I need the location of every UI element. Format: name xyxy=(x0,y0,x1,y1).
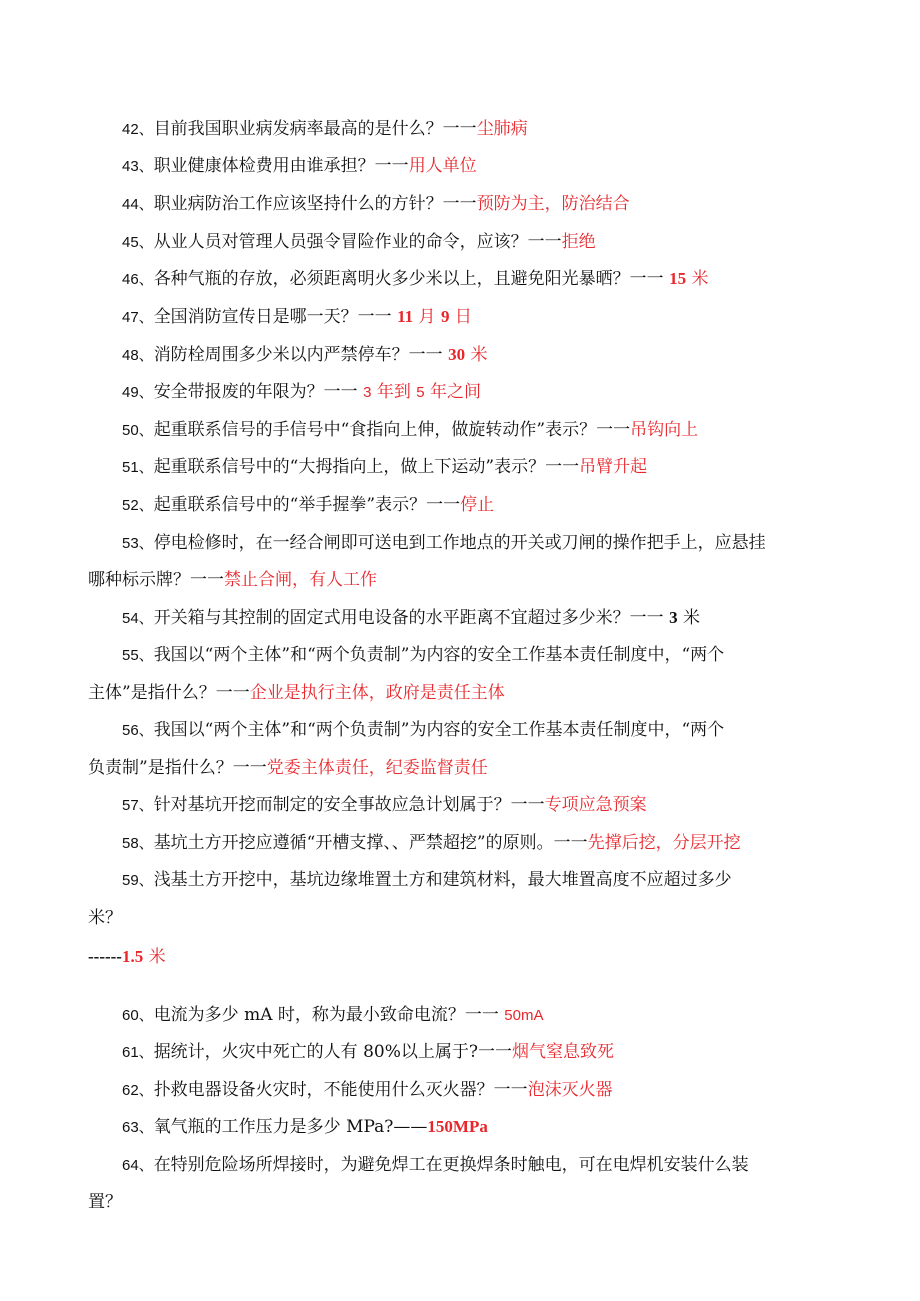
question-46: 46、各种气瓶的存放，必须距离明火多少米以上，且避免阳光暴晒？一一 15 米 xyxy=(122,269,709,289)
answer-unit: 米 xyxy=(677,608,700,628)
answer-unit: 米 xyxy=(143,947,166,967)
answer: 党委主体责任，纪委监督责任 xyxy=(266,758,488,778)
answer: 预防为主，防治结合 xyxy=(476,194,630,214)
answer-unit: 米 xyxy=(465,345,488,365)
question-52: 52、起重联系信号中的“举手握拳”表示？一一停止 xyxy=(122,495,495,515)
question-55: 55、我国以“两个主体”和“两个负责制”为内容的安全工作基本责任制度中，“两个 xyxy=(122,645,725,665)
answer-unit-2: 年之间 xyxy=(424,382,481,402)
answer-number: 3 xyxy=(669,608,678,627)
question-64: 64、在特别危险场所焊接时，为避免焊工在更换焊条时触电，可在电焊机安装什么装 xyxy=(122,1155,749,1175)
question-59-answer xyxy=(88,942,166,967)
question-62: 62、扑救电器设备火灾时，不能使用什么灭火器？一一泡沫灭火器 xyxy=(122,1080,613,1100)
question-58: 58、基坑土方开挖应遵循“开槽支撑、、严禁超挖”的原则。一一先撑后挖，分层开挖 xyxy=(122,833,741,853)
answer-unit-2: 日 xyxy=(449,307,472,327)
answer-number-2: 9 xyxy=(440,307,450,326)
answer-unit: 月 xyxy=(413,307,441,327)
question-48: 48、消防栓周围多少米以内严禁停车？一一 30 米 xyxy=(122,345,488,365)
answer: 专项应急预案 xyxy=(544,795,647,815)
question-60: 60、电流为多少 mA 时，称为最小致命电流？一一 50mA xyxy=(122,1005,544,1025)
answer: 烟气窒息致死 xyxy=(512,1042,614,1062)
question-50: 50、起重联系信号的手信号中“食指向上伸，做旋转动作”表示？一一吊钩向上 xyxy=(122,420,699,440)
question-59-continued: 米？ xyxy=(88,908,122,928)
question-47: 47、全国消防宣传日是哪一天？一一 11 月 9 日 xyxy=(122,307,472,327)
question-51: 51、起重联系信号中的“大拇指向上，做上下运动”表示？一一吊臂升起 xyxy=(122,457,648,477)
answer: 用人单位 xyxy=(408,156,477,176)
question-57: 57、针对基坑开挖而制定的安全事故应急计划属于？一一专项应急预案 xyxy=(122,795,647,815)
answer: 拒绝 xyxy=(561,232,596,252)
answer: 吊臂升起 xyxy=(579,457,648,477)
answer: 尘肺病 xyxy=(476,119,528,139)
answer-number: 11 xyxy=(397,307,414,326)
question-56-continued: 负责制”是指什么？一一党委主体责任，纪委监督责任 xyxy=(88,758,488,778)
question-59: 59、浅基土方开挖中，基坑边缘堆置土方和建筑材料，最大堆置高度不应超过多少 xyxy=(122,870,732,890)
question-49: 49、安全带报废的年限为？一一 3 年到 5 年之间 xyxy=(122,382,481,402)
answer: 停止 xyxy=(460,495,495,515)
answer: 禁止合闸，有人工作 xyxy=(224,570,377,590)
answer-number-2: 5 xyxy=(416,384,425,401)
answer-number: 15 xyxy=(669,269,687,288)
question-53-continued: 哪种标示牌？一一禁止合闸，有人工作 xyxy=(88,570,377,590)
question-53: 53、停电检修时，在一经合闸即可送电到工作地点的开关或刀闸的操作把手上，应悬挂 xyxy=(122,533,766,553)
question-63: 63、氧气瓶的工作压力是多少 MPa?——150MPa xyxy=(122,1117,488,1137)
answer: 先撑后挖，分层开挖 xyxy=(587,833,741,853)
answer: 泡沫灭火器 xyxy=(527,1080,613,1100)
question-55-continued: 主体”是指什么？一一企业是执行主体，政府是责任主体 xyxy=(88,683,505,703)
answer-number: 1.5 xyxy=(121,947,144,966)
answer-number: 30 xyxy=(448,345,466,364)
question-45: 45、从业人员对管理人员强令冒险作业的命令，应该？一一拒绝 xyxy=(122,232,596,252)
answer: 50mA xyxy=(504,1007,544,1024)
question-43: 43、职业健康体检费用由谁承担？一一用人单位 xyxy=(122,156,477,176)
answer: 企业是执行主体，政府是责任主体 xyxy=(249,683,505,703)
answer-number: 3 xyxy=(363,384,372,401)
question-64-continued: 置？ xyxy=(88,1192,122,1212)
question-56: 56、我国以“两个主体”和“两个负责制”为内容的安全工作基本责任制度中，“两个 xyxy=(122,720,725,740)
answer: 吊钩向上 xyxy=(630,420,699,440)
answer-dashes: ------ xyxy=(88,947,122,966)
question-44: 44、职业病防治工作应该坚持什么的方针？一一预防为主，防治结合 xyxy=(122,194,630,214)
question-61: 61、据统计，火灾中死亡的人有 80%以上属于?一一烟气窒息致死 xyxy=(122,1042,614,1062)
question-54: 54、开关箱与其控制的固定式用电设备的水平距离不宜超过多少米？一一 3 米 xyxy=(122,608,700,628)
answer-unit: 年到 xyxy=(371,382,417,402)
question-42: 42、目前我国职业病发病率最高的是什么？一一尘肺病 xyxy=(122,119,528,139)
answer-unit: 米 xyxy=(686,269,709,289)
answer: 150MPa xyxy=(427,1117,488,1136)
